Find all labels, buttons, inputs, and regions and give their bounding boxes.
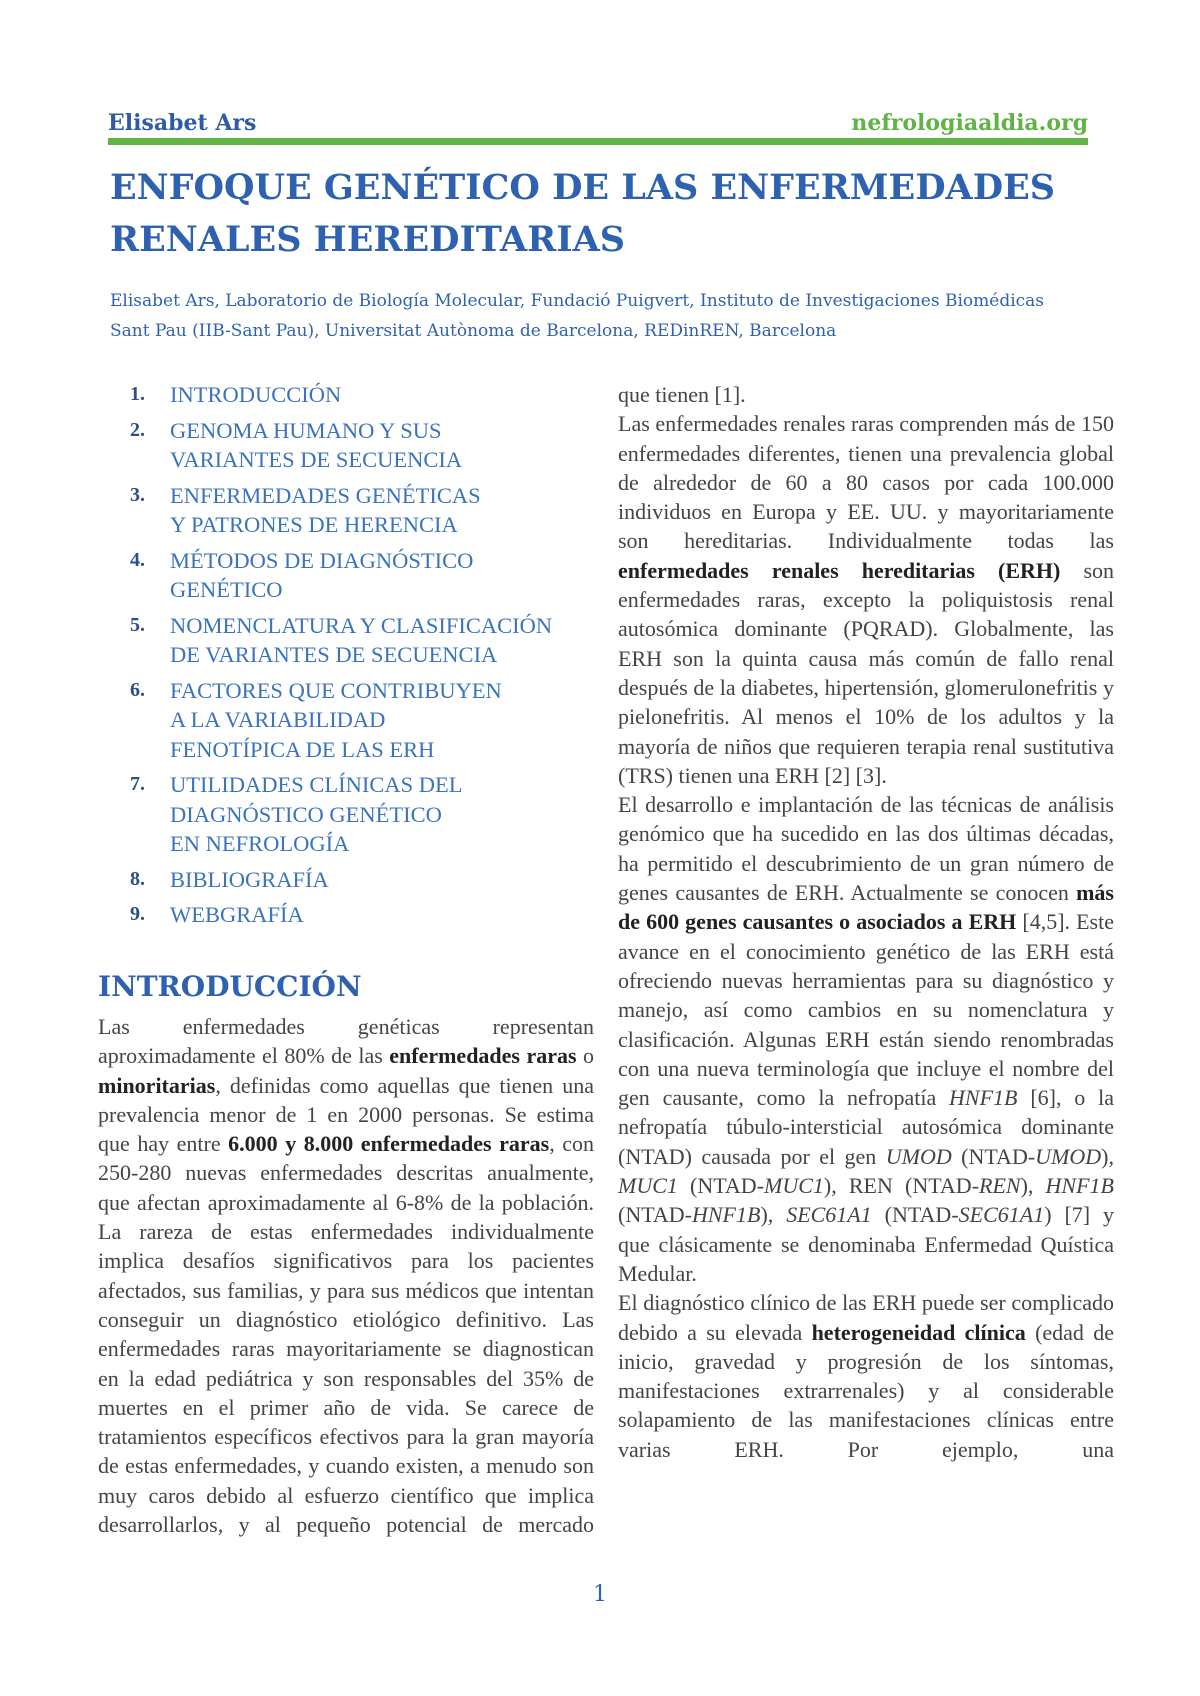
italic-gene-name: MUC1 (764, 1173, 824, 1199)
toc-item-number: 3. (130, 483, 145, 506)
toc-item-label-line: GENÉTICO (170, 577, 283, 602)
text-run: [6], o la nefropatía túbulo-intersticial autosómica dominante (NTAD) causada por el gen (618, 1085, 1115, 1169)
toc-item-label (170, 611, 552, 670)
toc-item-label (170, 481, 481, 540)
affiliation-line-1: Elisabet Ars, Laboratorio de Biología Molecular, Fundació Puigvert, Instituto de Investigaciones Biomédicas (110, 291, 1045, 311)
paragraph-right-2 (618, 409, 1114, 790)
italic-gene-name: UMOD (1035, 1143, 1102, 1169)
toc-item[interactable] (130, 676, 600, 765)
toc-item-label-line: EN NEFROLOGÍA (170, 831, 350, 856)
italic-gene-name: HNF1B (1045, 1173, 1114, 1199)
text-run: , con 250-280 nuevas enfermedades descritas anualmente, que afectan aproximadamente al 6-8% de la población. La rareza de estas enfermedades individualmente implica desafíos significativos para los pacientes afectados, sus familias, y para sus médicos que intentan conseguir un diagnóstico etiológico definitivo. Las enfermedades raras mayoritariamente se diagnostican en la edad pediátrica y son responsables del 35% de muertes en el primer año de vida. Se carece de tratamientos específicos efectivos para la gran mayoría de estas enfermedades, y cuando existen, a menudo son muy caros debido al esfuerzo científico que implica desarrollarlos, y al pequeño potencial de mercado (98, 1131, 595, 1538)
text-run: (NTAD- (871, 1202, 959, 1228)
toc-item[interactable] (130, 611, 600, 670)
toc-item-number: 5. (130, 613, 145, 636)
toc-item-label-line: FENOTÍPICA DE LAS ERH (170, 736, 435, 762)
author-affiliation (110, 286, 1100, 346)
bold-text: más de 600 genes causantes o asociados a ERH (618, 880, 1114, 935)
article-title-line-1: ENFOQUE GENÉTICO DE LAS ENFERMEDADES (110, 167, 1056, 208)
text-run: (NTAD- (951, 1143, 1036, 1169)
toc-item-label (170, 416, 462, 475)
header-rule (108, 138, 1088, 145)
text-run: son enfermedades raras, excepto la poliquistosis renal autosómica dominante (PQRAD). Globalmente, las ERH son la quinta causa más común de fallo renal después de la diabetes, hipertensión, glomerulonefritis y pielonefritis. Al menos el 10% de los adultos y la mayoría de niños que requieren terapia renal sustitutiva (TRS) tienen una ERH [2] [3]. (618, 557, 1114, 788)
bold-text: enfermedades renales hereditarias (ERH) (618, 557, 1061, 583)
toc-item-number: 7. (130, 773, 145, 795)
toc-item-label (170, 865, 329, 895)
toc-item-label-line: WEBGRAFÍA (170, 902, 304, 927)
toc-item-label (170, 380, 341, 410)
toc-item-label-line: UTILIDADES CLÍNICAS DEL (170, 772, 463, 797)
text-run: ), (1101, 1143, 1114, 1169)
running-header (108, 96, 1088, 136)
text-run: (edad de inicio, gravedad y progresión de los síntomas, manifestaciones extrarrenales) y al considerable solapamiento de las manifestaciones clínicas entre varias ERH. Por ejemplo, una (618, 1319, 1114, 1462)
toc-item-label-line: GENOMA HUMANO Y SUS (170, 417, 442, 443)
paragraph-intro-1 (98, 1012, 594, 1539)
text-run: Las enfermedades renales raras comprenden más de 150 enfermedades diferentes, tienen una prevalencia global de alrededor de 60 a 80 casos por cada 100.000 individuos en Europa y EE. UU. y mayoritariamente son hereditarias. Individualmente todas las (618, 411, 1114, 554)
bold-text: enfermedades raras (389, 1043, 577, 1069)
paragraph-right-1 (618, 380, 1114, 409)
toc-item-label-line: NOMENCLATURA Y CLASIFICACIÓN (170, 612, 553, 638)
toc-item-number: 2. (130, 418, 145, 441)
text-run: ), (1020, 1173, 1046, 1199)
toc-item-label-line: DE VARIANTES DE SECUENCIA (170, 642, 498, 667)
text-run: ), (760, 1202, 787, 1228)
text-run: o (576, 1043, 594, 1069)
bold-text: heterogeneidad clínica (811, 1319, 1026, 1345)
italic-gene-name: HNF1B (949, 1085, 1018, 1111)
toc-item-number: 9. (130, 903, 145, 925)
toc-item-label-line: DIAGNÓSTICO GENÉTICO (170, 801, 442, 827)
article-title-line-2: RENALES HEREDITARIAS (110, 219, 626, 260)
italic-gene-name: HNF1B (692, 1202, 761, 1228)
header-website[interactable]: nefrologiaaldia.org (851, 110, 1088, 136)
bold-text: 6.000 y 8.000 enfermedades raras (228, 1131, 550, 1157)
toc-item[interactable] (130, 481, 600, 540)
toc-item-label-line: FACTORES QUE CONTRIBUYEN (170, 677, 502, 703)
text-run: [4,5]. Este avance en el conocimiento genético de las ERH está ofreciendo nuevas herramientas para su diagnóstico y manejo, así como cambios en su nomenclatura y clasificación. Algunas ERH están siendo renombradas con una nueva terminología que incluye el nombre del gen causante, como la nefropatía (618, 909, 1114, 1111)
text-run: El diagnóstico clínico de las ERH puede ser complicado debido a su elevada (618, 1290, 1114, 1345)
right-column-text (618, 380, 1114, 1464)
header-author: Elisabet Ars (108, 110, 257, 136)
toc-item[interactable] (130, 546, 600, 605)
text-run: (NTAD- (677, 1173, 765, 1199)
toc-item-label (170, 546, 473, 605)
toc-item[interactable] (130, 865, 600, 895)
toc-item-label (170, 770, 462, 859)
toc-item-label (170, 900, 304, 930)
toc-item-number: 4. (130, 548, 145, 571)
affiliation-line-2: Sant Pau (IIB-Sant Pau), Universitat Autònoma de Barcelona, REDinREN, Barcelona (110, 321, 837, 341)
italic-gene-name: REN (979, 1173, 1021, 1199)
toc-item[interactable] (130, 770, 600, 859)
left-column-text (98, 1012, 594, 1539)
toc-item[interactable] (130, 380, 600, 410)
italic-gene-name: SEC61A1 (958, 1202, 1045, 1228)
text-run: que tienen [1]. (618, 382, 746, 407)
text-run: ), REN (NTAD- (823, 1173, 980, 1199)
article-title (110, 162, 1090, 266)
italic-gene-name: UMOD (885, 1143, 952, 1169)
paragraph-right-4 (618, 1288, 1114, 1464)
toc-item-label-line: A LA VARIABILIDAD (170, 707, 386, 732)
section-heading-introduccion: INTRODUCCIÓN (98, 970, 362, 1003)
toc-item-number: 8. (130, 867, 145, 890)
toc-item-label-line: MÉTODOS DE DIAGNÓSTICO (170, 547, 474, 573)
toc-item[interactable] (130, 416, 600, 475)
toc-item-label-line: INTRODUCCIÓN (170, 382, 342, 407)
toc-item-label-line: Y PATRONES DE HERENCIA (170, 512, 458, 537)
toc-item-label-line: ENFERMEDADES GENÉTICAS (170, 482, 481, 508)
table-of-contents (130, 380, 600, 936)
page-number: 1 (593, 1582, 607, 1607)
text-run: , definidas como aquellas que tienen una prevalencia menor de 1 en 2000 personas. Se estima que hay entre (98, 1072, 594, 1157)
text-run: (NTAD- (618, 1202, 692, 1228)
toc-item-label (170, 676, 502, 765)
text-run: El desarrollo e implantación de las técnicas de análisis genómico que ha sucedido en las dos últimas décadas, ha permitido el descubrimiento de un gran número de genes causantes de ERH. Actualmente se conocen (618, 792, 1114, 906)
toc-item-number: 1. (130, 383, 145, 405)
bold-text: minoritarias (98, 1072, 216, 1098)
toc-item[interactable] (130, 900, 600, 930)
text-run: ) [7] y que clásicamente se denominaba Enfermedad Quística Medular. (618, 1202, 1115, 1286)
paragraph-right-3 (618, 790, 1114, 1288)
italic-gene-name: MUC1 (618, 1173, 678, 1199)
toc-item-label-line: VARIANTES DE SECUENCIA (170, 447, 463, 472)
toc-item-label-line: BIBLIOGRAFÍA (170, 866, 329, 892)
text-run: Las enfermedades genéticas representan aproximadamente el 80% de las (98, 1014, 594, 1069)
italic-gene-name: SEC61A1 (786, 1202, 872, 1228)
toc-item-number: 6. (130, 678, 145, 701)
